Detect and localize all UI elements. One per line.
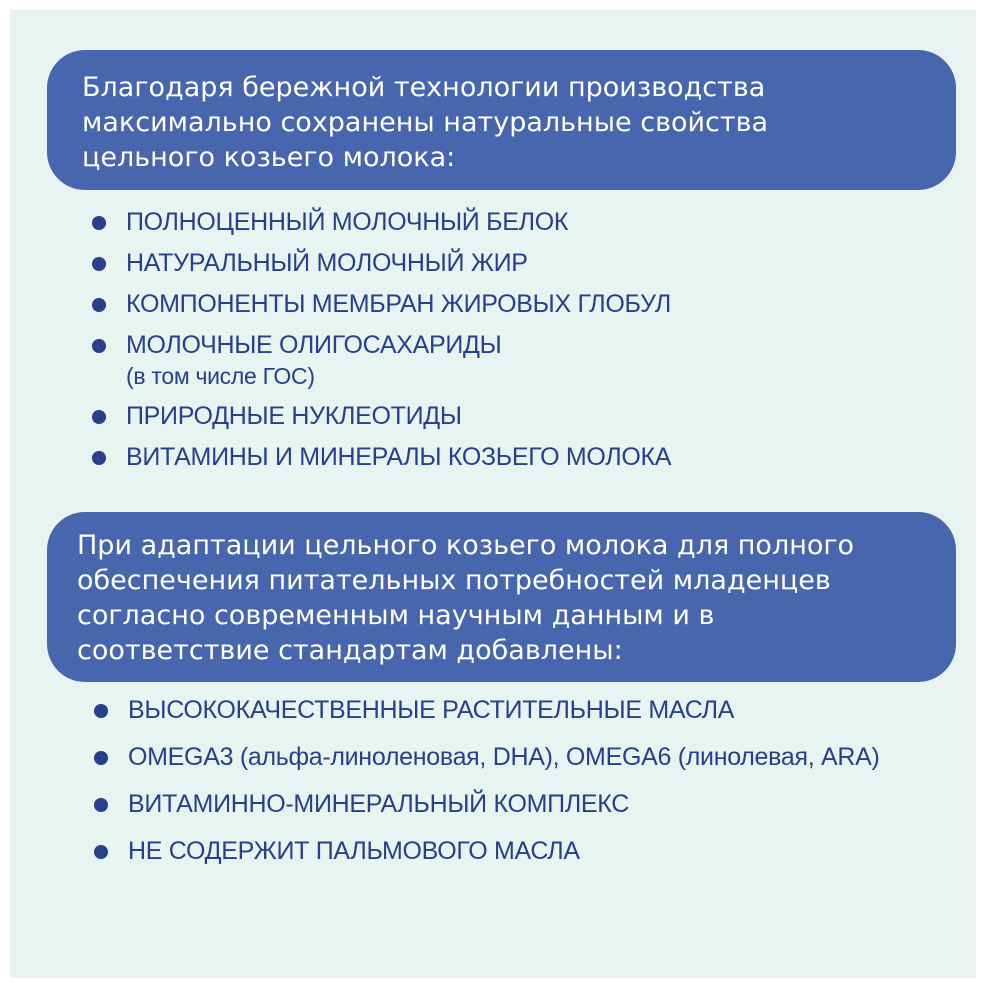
bullet-icon	[92, 451, 106, 465]
list-item	[92, 288, 671, 320]
list-item	[94, 694, 880, 726]
added-ingredients-list	[94, 694, 880, 882]
list-item	[92, 441, 671, 473]
intro-banner-line: цельного козьего молока:	[82, 142, 456, 173]
list-item-subtext: (в том числе ГОС)	[126, 363, 315, 389]
bullet-icon	[94, 845, 108, 859]
list-item	[94, 741, 880, 773]
adaptation-banner-line: согласно современным научным данным и в	[77, 600, 715, 631]
adaptation-banner-line: При адаптации цельного козьего молока для полного	[77, 530, 855, 561]
adaptation-banner-line: обеспечения питательных потребностей младенцев	[77, 565, 831, 596]
intro-banner-line: максимально сохранены натуральные свойства	[82, 107, 769, 138]
list-item-text: КОМПОНЕНТЫ МЕМБРАН ЖИРОВЫХ ГЛОБУЛ	[126, 290, 671, 318]
list-item-text: OMEGA3 (альфа-линоленовая, DHA), OMEGA6 (линолевая, ARA)	[128, 743, 880, 771]
list-item-text: НЕ СОДЕРЖИТ ПАЛЬМОВОГО МАСЛА	[128, 837, 580, 865]
list-item-text: НАТУРАЛЬНЫЙ МОЛОЧНЫЙ ЖИР	[126, 249, 528, 277]
list-item-text: ПОЛНОЦЕННЫЙ МОЛОЧНЫЙ БЕЛОК	[126, 208, 569, 236]
list-item	[92, 206, 671, 238]
bullet-icon	[94, 798, 108, 812]
intro-banner-line: Благодаря бережной технологии производства	[82, 72, 766, 103]
bullet-icon	[92, 339, 106, 353]
list-item-text: ВИТАМИНЫ И МИНЕРАЛЫ КОЗЬЕГО МОЛОКА	[126, 443, 672, 471]
list-item-text: ПРИРОДНЫЕ НУКЛЕОТИДЫ	[126, 402, 462, 430]
list-item	[92, 247, 671, 279]
bullet-icon	[92, 257, 106, 271]
bullet-icon	[92, 410, 106, 424]
bullet-icon	[94, 751, 108, 765]
list-item	[92, 400, 671, 432]
intro-banner	[47, 50, 956, 190]
list-item-text: ВЫСОКОКАЧЕСТВЕННЫЕ РАСТИТЕЛЬНЫЕ МАСЛА	[128, 696, 735, 724]
list-item	[92, 329, 671, 391]
list-item-text: ВИТАМИННО-МИНЕРАЛЬНЫЙ КОМПЛЕКС	[128, 790, 630, 818]
adaptation-banner-line: соответствие стандартам добавлены:	[77, 635, 623, 666]
list-item-text: МОЛОЧНЫЕ ОЛИГОСАХАРИДЫ	[126, 331, 502, 359]
info-card	[10, 10, 976, 978]
bullet-icon	[92, 216, 106, 230]
natural-properties-list	[92, 206, 671, 482]
bullet-icon	[94, 704, 108, 718]
list-item	[94, 835, 880, 867]
bullet-icon	[92, 298, 106, 312]
list-item	[94, 788, 880, 820]
adaptation-banner	[47, 512, 956, 682]
